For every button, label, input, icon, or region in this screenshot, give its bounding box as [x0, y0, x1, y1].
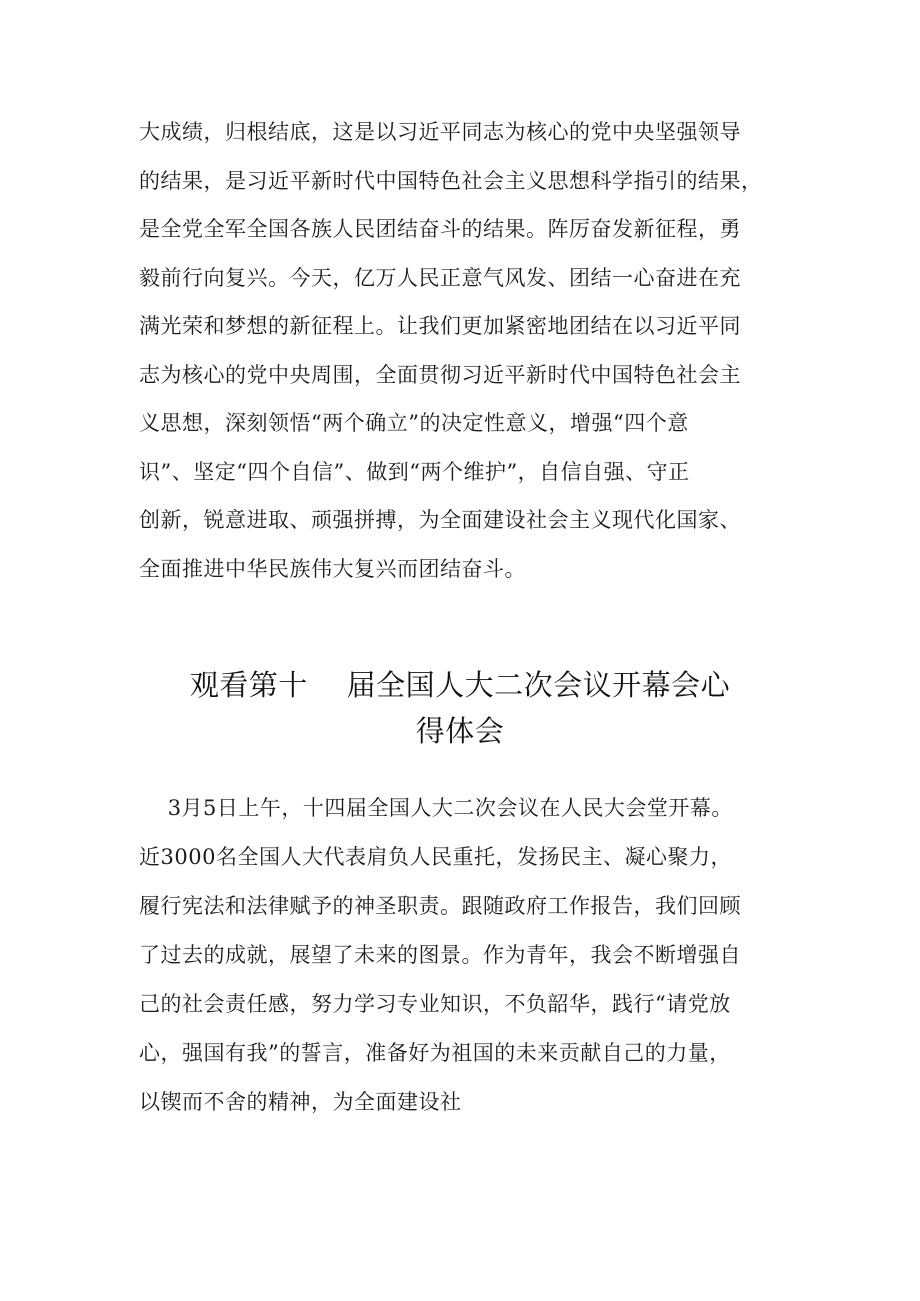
text-line: 了过去的成就，展望了未来的图景。作为青年，我会不断增强自 [139, 943, 741, 967]
text-line: 的结果，是习近平新时代中国特色社会主义思想科学指引的结果， [139, 168, 763, 193]
text-line: 识”、坚定“四个自信”、做到“两个维护”，自信自强、守正 [139, 459, 690, 484]
text-line: 近3000名全国人大代表肩负人民重托，发扬民主、凝心聚力， [139, 845, 732, 869]
heading-line-1: 观看第十 届全国人大二次会议开幕会心 [189, 668, 731, 703]
text-line: 全面推进中华民族伟大复兴而团结奋斗。 [139, 556, 526, 581]
text-line: 心，强国有我”的誓言，准备好为祖国的未来贡献自己的力量， [139, 1041, 731, 1065]
text-line: 以锲而不舍的精神，为全面建设社 [139, 1090, 462, 1114]
body-paragraph [139, 784, 799, 1127]
text-line: 履行宪法和法律赋予的神圣职责。跟随政府工作报告，我们回顾 [139, 894, 741, 918]
text-line: 己的社会责任感，努力学习专业知识，不负韶华，践行“请党放 [139, 992, 731, 1016]
text-line: 毅前行向复兴。今天，亿万人民正意气风发、团结一心奋进在充 [139, 265, 741, 290]
text-line: 是全党全军全国各族人民团结奋斗的结果。阵厉奋发新征程，勇 [139, 217, 741, 241]
text-line: 满光荣和梦想的新征程上。让我们更加紧密地团结在以习近平同 [139, 314, 741, 338]
text-line: 大成绩，归根结底，这是以习近平同志为核心的党中央坚强领导 [139, 120, 741, 144]
text-line: 3月5日上午，十四届全国人大二次会议在人民大会堂开幕。 [139, 796, 733, 820]
text-line: 义思想，深刻领悟“两个确立”的决定性意义，增强“四个意 [139, 411, 689, 435]
text-line: 创新，锐意进取、顽强拼搏，为全面建设社会主义现代化国家、 [139, 508, 741, 532]
text-line: 志为核心的党中央周围，全面贯彻习近平新时代中国特色社会主 [139, 362, 741, 387]
heading-line-2: 得体会 [415, 714, 505, 749]
section-heading [90, 662, 830, 754]
body-paragraph-continued [139, 108, 799, 593]
